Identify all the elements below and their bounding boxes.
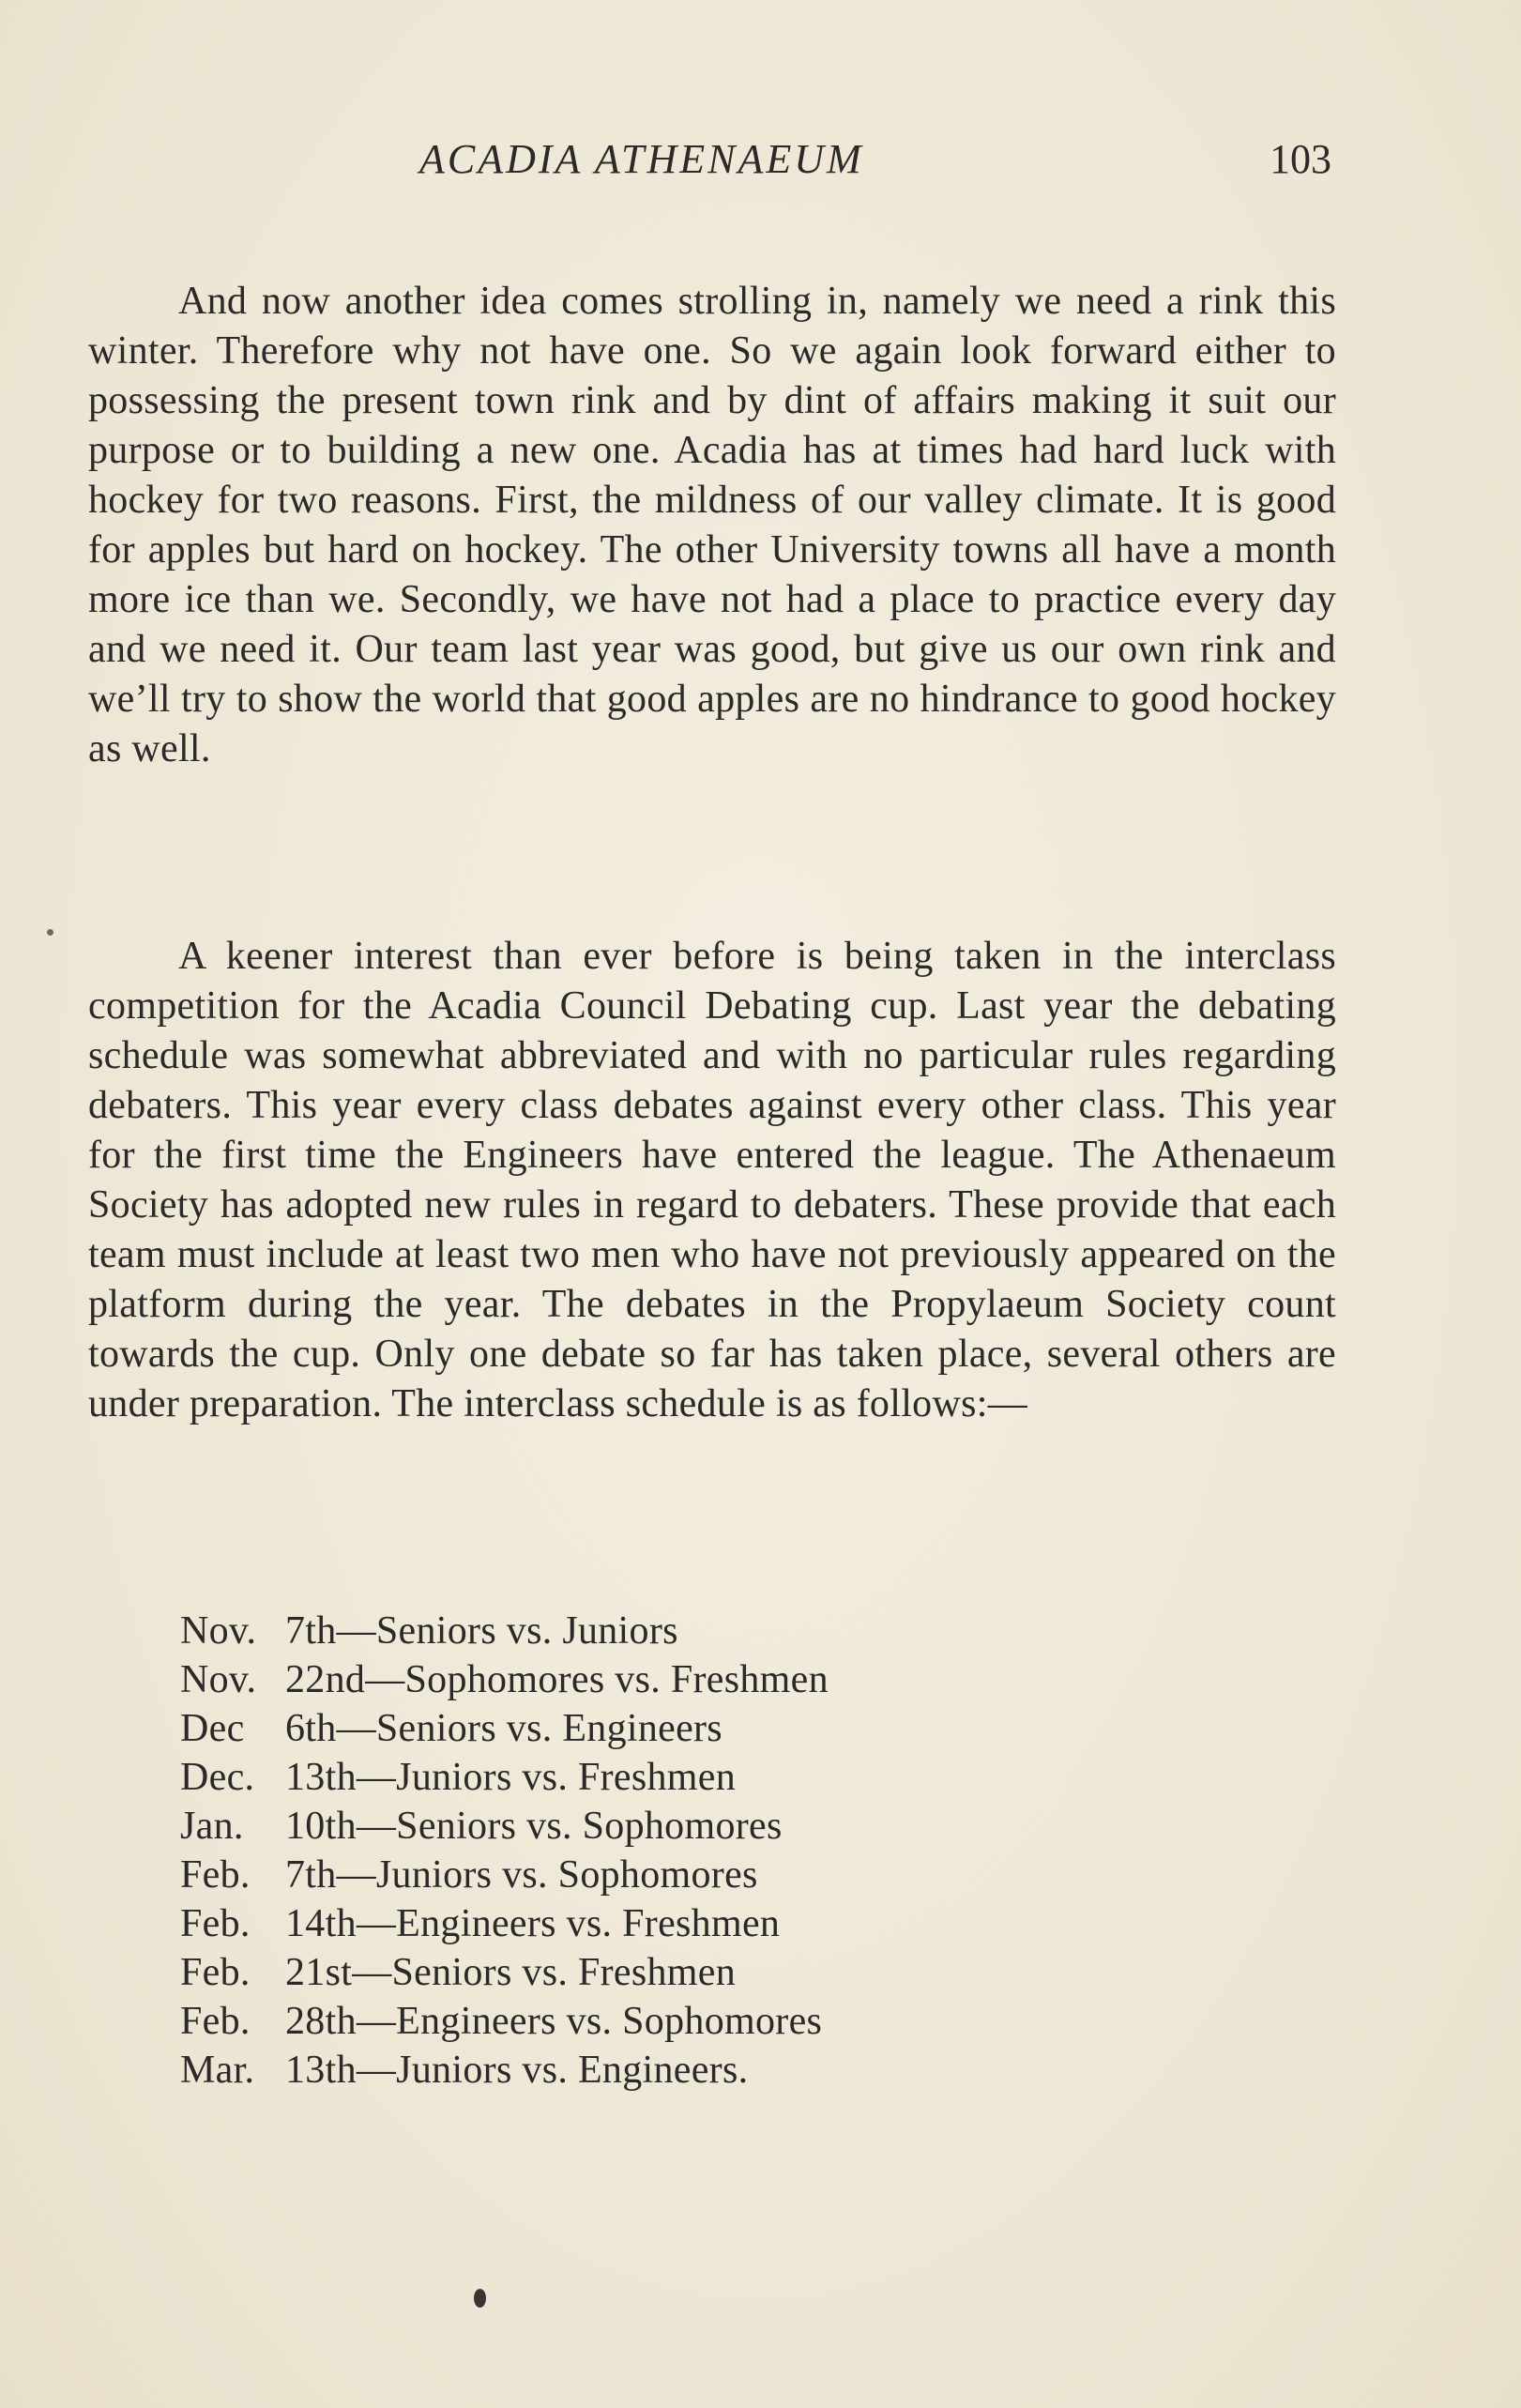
schedule-row (180, 1704, 829, 1753)
schedule-month: Dec (180, 1707, 245, 1750)
page-number: 103 (1270, 136, 1331, 182)
schedule-entry: 7th—Juniors vs. Sophomores (285, 1853, 758, 1897)
schedule-entry: 7th—Seniors vs. Juniors (285, 1609, 678, 1653)
schedule-entry: 10th—Seniors vs. Sophomores (285, 1805, 783, 1848)
schedule-month: Jan. (180, 1805, 244, 1848)
paragraph-debating: A keener interest than ever before is being taken in the interclass competition for the Acadia Council Debating cup. Last year the debating schedule was somewhat abbreviated and with no particular rules regarding debaters. This year every class debates against every other class. This year for the first time the Engineers have entered the league. The Athenaeum Society has adopted new rules in regard to debaters. These provide that each team must include at least two men who have not previously appeared on the platform during the year. The debates in the Propylaeum Society count towards the cup. Only one debate so far has taken place, several others are under preparation. The interclass schedule is as follows:— (88, 935, 1336, 1425)
schedule-row (180, 1997, 829, 2046)
paragraph-rink: And now another idea comes strolling in, namely we need a rink this winter. Therefore why not have one. So we again look forward either to possessing the present town rink and by dint of affairs making it suit our purpose or to building a new one. Acadia has at times had hard luck with hockey for two reasons. First, the mildness of our valley climate. It is good for apples but hard on hockey. The other University towns all have a month more ice than we. Secondly, we have not had a place to practice every day and we need it. Our team last year was good, but give us our own rink and we’ll try to show the world that good apples are no hindrance to good hockey as well. (88, 280, 1336, 770)
schedule-month: Feb. (180, 1902, 251, 1945)
schedule-month: Nov. (180, 1609, 257, 1653)
schedule-month: Dec. (180, 1756, 255, 1799)
schedule-entry: 14th—Engineers vs. Freshmen (285, 1902, 781, 1945)
schedule-row (180, 1607, 829, 1655)
schedule-entry: 28th—Engineers vs. Sophomores (285, 2000, 823, 2043)
schedule-entry: 22nd—Sophomores vs. Freshmen (285, 1658, 829, 1701)
schedule-entry: 13th—Juniors vs. Engineers. (285, 2049, 749, 2092)
ink-speck (47, 929, 53, 936)
schedule-row (180, 1899, 829, 1948)
schedule-month: Feb. (180, 1853, 251, 1897)
schedule-row (180, 1753, 829, 1802)
schedule-month: Nov. (180, 1658, 257, 1701)
ink-speck (474, 2289, 486, 2308)
schedule-row (180, 1851, 829, 1899)
schedule-row (180, 1948, 829, 1997)
running-title: ACADIA ATHENAEUM (419, 136, 864, 182)
schedule-row (180, 1802, 829, 1851)
schedule-row (180, 1655, 829, 1704)
schedule-row (180, 2046, 829, 2095)
schedule-month: Feb. (180, 2000, 251, 2043)
schedule-entry: 21st—Seniors vs. Freshmen (285, 1951, 736, 1994)
schedule-entry: 6th—Seniors vs. Engineers (285, 1707, 722, 1750)
schedule-entry: 13th—Juniors vs. Freshmen (285, 1756, 736, 1799)
debate-schedule (180, 1607, 829, 2095)
running-head (0, 131, 1521, 188)
schedule-month: Mar. (180, 2049, 255, 2092)
schedule-month: Feb. (180, 1951, 251, 1994)
